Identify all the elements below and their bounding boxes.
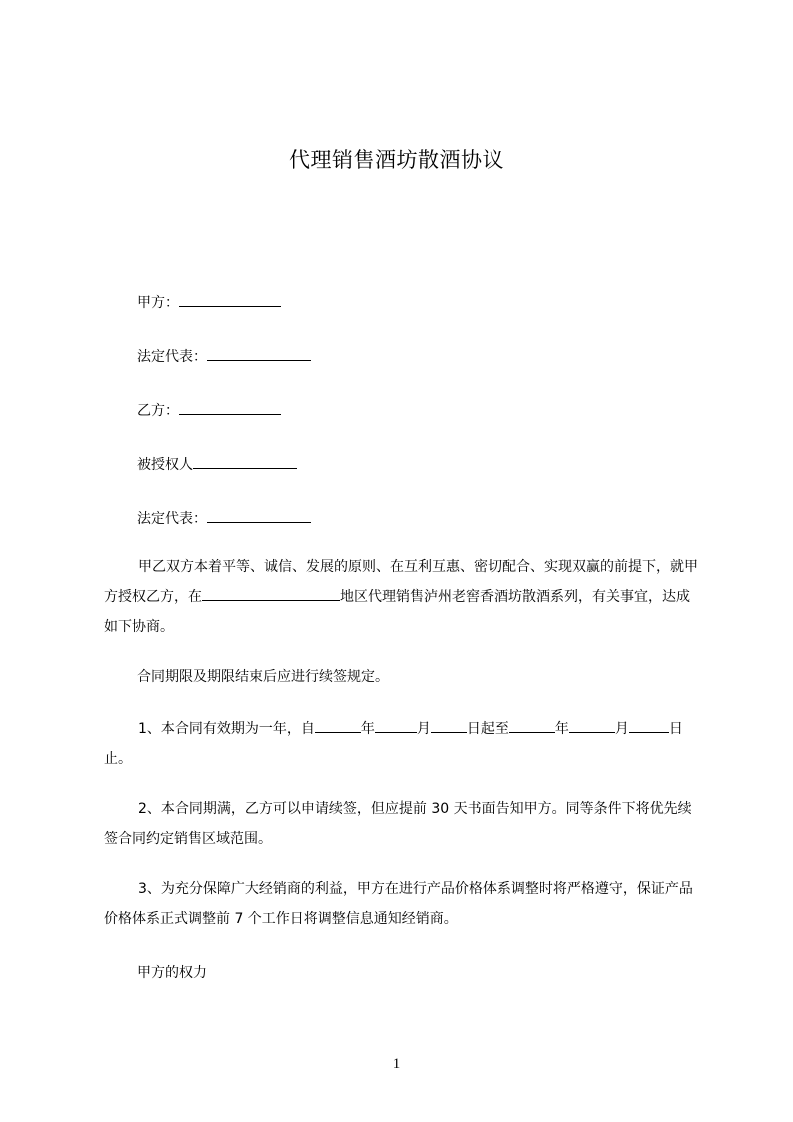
clause-1-month2: 月 xyxy=(614,721,629,737)
start-year-blank xyxy=(315,718,361,733)
clause-1-day1: 日起至 xyxy=(466,721,509,737)
party-a-line xyxy=(137,292,281,312)
clause-2 xyxy=(104,794,702,854)
page-number: 1 xyxy=(392,1056,401,1072)
start-day-blank xyxy=(431,718,467,733)
document-title: 代理销售酒坊散酒协议 xyxy=(289,148,504,172)
start-month-blank xyxy=(375,718,417,733)
section-heading-term: 合同期限及期限结束后应进行续签规定。 xyxy=(137,669,389,685)
intro-text-part2: 地区代理销售泸州老窖香酒坊散酒系列，有关事宜，达成如下协商。 xyxy=(104,589,690,635)
legal-rep-a-line xyxy=(137,346,311,366)
end-year-blank xyxy=(509,718,555,733)
legal-rep-b-line xyxy=(137,508,311,528)
legal-rep-a-blank xyxy=(207,346,311,361)
legal-rep-b-blank xyxy=(207,508,311,523)
party-b-blank xyxy=(179,400,281,415)
clause-1-year1: 年 xyxy=(360,721,375,737)
intro-paragraph xyxy=(104,552,702,642)
section-heading-party-a-rights: 甲方的权力 xyxy=(137,965,207,981)
end-day-blank xyxy=(629,718,669,733)
clause-1-month1: 月 xyxy=(416,721,431,737)
end-month-blank xyxy=(569,718,615,733)
authorized-person-blank xyxy=(193,454,297,469)
authorized-person-label: 被授权人 xyxy=(137,457,193,473)
clause-1-text: 1、本合同有效期为一年，自 xyxy=(138,721,315,737)
legal-rep-b-label: 法定代表： xyxy=(137,511,207,527)
party-a-label: 甲方： xyxy=(137,295,179,311)
party-a-blank xyxy=(179,292,281,307)
clause-1-year2: 年 xyxy=(554,721,569,737)
clause-2-text: 2、本合同期满，乙方可以申请续签，但应提前 30 天书面告知甲方。同等条件下将优先续签合同约定销售区域范围。 xyxy=(104,801,692,847)
party-b-line xyxy=(137,400,281,420)
intro-text-part1: 甲乙双方本着平等、诚信、发展的原则、在互利互惠、密切配合、实现双赢的前提下，就甲方授权乙方，在 xyxy=(104,559,698,605)
region-blank xyxy=(202,586,340,601)
clause-1 xyxy=(104,714,702,774)
legal-rep-a-label: 法定代表： xyxy=(137,349,207,365)
clause-1-end: 日止。 xyxy=(104,721,683,767)
party-b-label: 乙方： xyxy=(137,403,179,419)
authorized-person-line xyxy=(137,454,297,474)
clause-3 xyxy=(104,874,702,934)
clause-3-text: 3、为充分保障广大经销商的利益，甲方在进行产品价格体系调整时将严格遵守，保证产品价格体系正式调整前 7 个工作日将调整信息通知经销商。 xyxy=(104,881,693,927)
